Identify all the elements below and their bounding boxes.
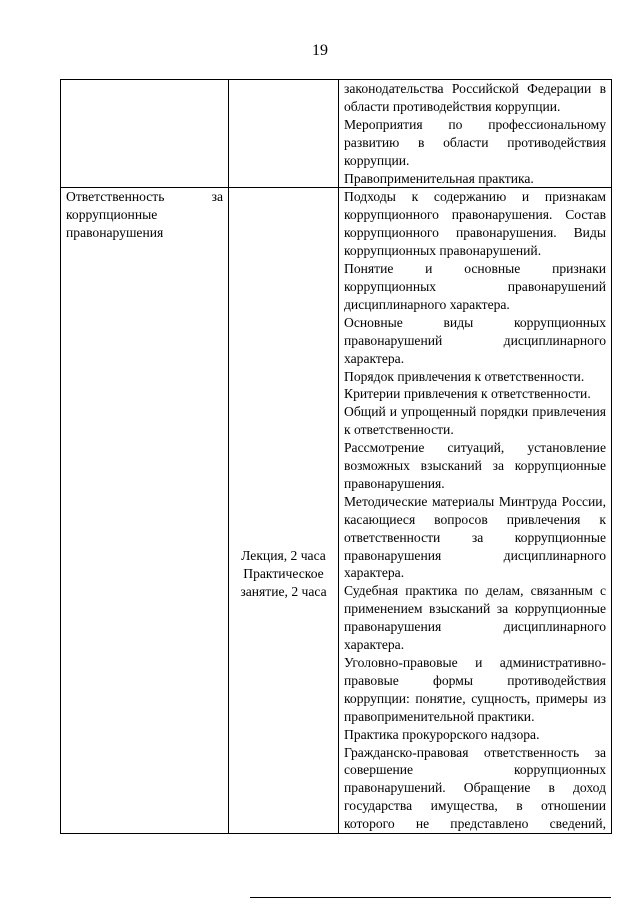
page-number: 19 bbox=[312, 42, 328, 59]
content-paragraph: Практика прокурорского надзора. bbox=[344, 726, 540, 742]
hours-cell-empty bbox=[229, 80, 339, 188]
topic-cell-empty bbox=[61, 80, 229, 188]
topic-line: Ответственность за bbox=[66, 189, 223, 205]
topic-line: правонарушения bbox=[66, 225, 164, 241]
table-row bbox=[61, 188, 612, 834]
content-paragraph: Критерии привлечения к ответственности. bbox=[344, 386, 591, 402]
content-paragraph: Общий и упрощенный порядки привлечения к ответственности. bbox=[344, 404, 606, 438]
content-paragraph: Судебная практика по делам, связанным с применением взысканий за коррупционные правонарушения дисциплинарного характера. bbox=[344, 583, 606, 653]
curriculum-table bbox=[60, 79, 612, 834]
hours-line: Практическое bbox=[243, 565, 324, 581]
content-cell bbox=[339, 80, 612, 188]
content-paragraph: Основные виды коррупционных правонарушений дисциплинарного характера. bbox=[344, 314, 606, 366]
content-paragraph: Уголовно-правовые и административно-правовые формы противодействия коррупции: понятие, сущность, примеры из правоприменительной практики. bbox=[344, 655, 606, 724]
content-paragraph: Мероприятия по профессиональному развитию в области противодействия коррупции. bbox=[344, 116, 606, 168]
scan-edge-line bbox=[250, 897, 611, 898]
content-paragraph: Методические материалы Минтруда России, касающиеся вопросов привлечения к ответственности за коррупционные правонарушения дисциплинарного характера. bbox=[344, 493, 606, 581]
content-paragraph: Подходы к содержанию и признакам коррупционного правонарушения. Состав коррупционного правонарушения. Виды коррупционных правонарушений. bbox=[344, 189, 606, 259]
table-row bbox=[61, 80, 612, 188]
content-paragraph: Рассмотрение ситуаций, установление возможных взысканий за коррупционные правонарушения. bbox=[344, 440, 606, 491]
content-paragraph: Гражданско-правовая ответственность за совершение коррупционных правонарушений. Обращение в доход государства имущества, в отношении которого не представлено сведений, bbox=[344, 744, 606, 832]
topic-line: коррупционные bbox=[66, 207, 158, 223]
content-cell bbox=[339, 188, 612, 834]
hours-line: занятие, 2 часа bbox=[240, 583, 327, 599]
hours-cell bbox=[229, 188, 339, 834]
content-paragraph: Понятие и основные признаки коррупционных правонарушений дисциплинарного характера. bbox=[344, 261, 606, 312]
content-paragraph: Правоприменительная практика. bbox=[344, 170, 534, 186]
content-paragraph: Порядок привлечения к ответственности. bbox=[344, 368, 585, 384]
content-paragraph: законодательства Российской Федерации в области противодействия коррупции. bbox=[344, 81, 606, 114]
hours-line: Лекция, 2 часа bbox=[241, 547, 326, 563]
topic-cell bbox=[61, 188, 229, 834]
